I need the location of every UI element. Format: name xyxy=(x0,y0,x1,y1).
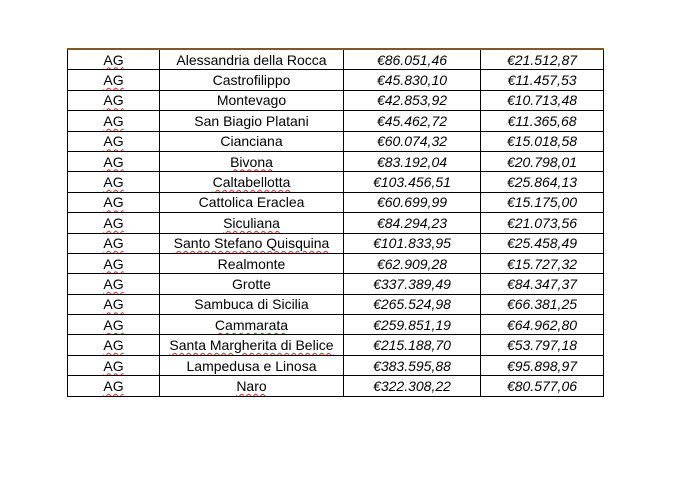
amount-2-cell xyxy=(481,355,604,375)
table-row xyxy=(68,315,604,335)
province-text: AG xyxy=(103,235,124,252)
province-cell xyxy=(68,131,160,151)
amount-1-cell xyxy=(344,315,481,335)
province-cell xyxy=(68,294,160,314)
comune-cell xyxy=(160,294,344,314)
amount-1-text: €84.294,23 xyxy=(376,214,448,231)
comune-text: Lampedusa e Linosa xyxy=(186,357,317,374)
amount-1-text: €383.595,88 xyxy=(373,357,451,374)
amount-1-text: €101.833,95 xyxy=(373,235,451,252)
amount-1-cell xyxy=(344,151,481,171)
province-text: AG xyxy=(103,92,124,109)
table-row xyxy=(68,213,604,233)
amount-2-text: €66.381,25 xyxy=(506,296,578,313)
comune-cell xyxy=(160,90,344,110)
comune-cell xyxy=(160,274,344,294)
comune-cell xyxy=(160,131,344,151)
table-body xyxy=(68,49,604,396)
amount-2-cell xyxy=(481,274,604,294)
amount-2-text: €25.458,49 xyxy=(506,235,578,252)
amount-2-cell xyxy=(481,49,604,70)
comune-text: Caltabellotta xyxy=(212,174,291,191)
province-text: AG xyxy=(103,72,124,89)
amount-2-text: €21.073,56 xyxy=(506,214,578,231)
table-row xyxy=(68,111,604,131)
province-cell xyxy=(68,70,160,90)
table-row xyxy=(68,274,604,294)
amount-1-text: €215.188,70 xyxy=(373,337,451,354)
amount-2-cell xyxy=(481,172,604,192)
amount-1-cell xyxy=(344,335,481,355)
comune-text: Cianciana xyxy=(220,133,283,150)
comune-text: Cattolica Eraclea xyxy=(198,194,305,211)
province-text: AG xyxy=(103,255,124,272)
amount-1-text: €86.051,46 xyxy=(376,51,448,68)
comune-text: Grotte xyxy=(232,275,271,292)
amount-2-cell xyxy=(481,90,604,110)
amount-2-cell xyxy=(481,294,604,314)
province-cell xyxy=(68,355,160,375)
amount-2-text: €21.512,87 xyxy=(506,51,578,68)
province-cell xyxy=(68,49,160,70)
table-row xyxy=(68,90,604,110)
amount-2-cell xyxy=(481,213,604,233)
comune-cell xyxy=(160,151,344,171)
province-text: AG xyxy=(103,275,124,292)
amount-2-text: €11.457,53 xyxy=(507,72,577,89)
amount-1-cell xyxy=(344,233,481,253)
province-cell xyxy=(68,253,160,273)
comune-text: Cammarata xyxy=(214,316,289,333)
comune-cell xyxy=(160,233,344,253)
province-cell xyxy=(68,111,160,131)
amount-1-cell xyxy=(344,253,481,273)
province-text: AG xyxy=(103,214,124,231)
amount-1-cell xyxy=(344,294,481,314)
comune-cell xyxy=(160,376,344,396)
province-text: AG xyxy=(103,51,124,68)
comune-cell xyxy=(160,213,344,233)
amount-2-text: €11.365,68 xyxy=(507,112,577,129)
amount-1-cell xyxy=(344,355,481,375)
amount-2-cell xyxy=(481,70,604,90)
province-text: AG xyxy=(103,174,124,191)
province-text: AG xyxy=(103,153,124,170)
comune-cell xyxy=(160,172,344,192)
table-row xyxy=(68,355,604,375)
table-row xyxy=(68,294,604,314)
amount-1-text: €83.192,04 xyxy=(376,153,448,170)
province-text: AG xyxy=(103,194,124,211)
amount-2-text: €15.175,00 xyxy=(506,194,578,211)
province-text: AG xyxy=(103,377,124,394)
province-text: AG xyxy=(103,357,124,374)
comune-text: Santo Stefano Quisquina xyxy=(173,235,330,252)
amount-2-cell xyxy=(481,233,604,253)
amount-2-text: €10.713,48 xyxy=(506,92,578,109)
amount-1-text: €103.456,51 xyxy=(373,174,451,191)
table-row xyxy=(68,70,604,90)
amount-2-text: €64.962,80 xyxy=(506,316,578,333)
province-text: AG xyxy=(103,337,124,354)
comune-cell xyxy=(160,111,344,131)
province-cell xyxy=(68,376,160,396)
amount-2-cell xyxy=(481,376,604,396)
province-cell xyxy=(68,172,160,192)
amount-2-text: €15.727,32 xyxy=(506,255,578,272)
comune-cell xyxy=(160,335,344,355)
amount-1-text: €45.462,72 xyxy=(376,112,448,129)
amount-1-cell xyxy=(344,131,481,151)
province-text: AG xyxy=(103,316,124,333)
amount-2-text: €53.797,18 xyxy=(506,337,578,354)
table-row xyxy=(68,253,604,273)
comune-text: San Biagio Platani xyxy=(194,112,309,129)
amount-2-cell xyxy=(481,192,604,212)
amount-2-text: €80.577,06 xyxy=(506,377,578,394)
comune-text: Naro xyxy=(236,377,267,394)
table-row xyxy=(68,151,604,171)
amount-2-cell xyxy=(481,111,604,131)
province-cell xyxy=(68,274,160,294)
amount-2-cell xyxy=(481,315,604,335)
comune-cell xyxy=(160,315,344,335)
amount-1-text: €322.308,22 xyxy=(373,377,451,394)
table-row xyxy=(68,376,604,396)
amount-1-text: €60.699,99 xyxy=(376,194,448,211)
comune-text: Santa Margherita di Belice xyxy=(169,337,334,354)
amount-2-cell xyxy=(481,151,604,171)
comune-text: Realmonte xyxy=(217,255,286,272)
amount-1-cell xyxy=(344,70,481,90)
amount-1-text: €259.851,19 xyxy=(373,316,451,333)
comune-cell xyxy=(160,355,344,375)
amount-1-text: €337.389,49 xyxy=(373,275,451,292)
amount-1-cell xyxy=(344,213,481,233)
amount-2-text: €95.898,97 xyxy=(506,357,578,374)
amount-1-cell xyxy=(344,111,481,131)
amount-1-text: €60.074,32 xyxy=(376,133,448,150)
municipality-amounts-table xyxy=(67,48,604,397)
comune-cell xyxy=(160,49,344,70)
amount-1-cell xyxy=(344,192,481,212)
province-cell xyxy=(68,213,160,233)
amount-1-cell xyxy=(344,49,481,70)
comune-text: Montevago xyxy=(216,92,287,109)
amount-2-cell xyxy=(481,131,604,151)
table-row xyxy=(68,335,604,355)
province-cell xyxy=(68,233,160,253)
amount-1-text: €62.909,28 xyxy=(376,255,448,272)
comune-text: Alessandria della Rocca xyxy=(176,51,327,68)
table-row xyxy=(68,172,604,192)
amount-2-text: €84.347,37 xyxy=(506,275,578,292)
comune-cell xyxy=(160,253,344,273)
amount-1-cell xyxy=(344,90,481,110)
table-row xyxy=(68,131,604,151)
table-row xyxy=(68,192,604,212)
province-cell xyxy=(68,192,160,212)
amount-1-text: €42.853,92 xyxy=(376,92,448,109)
province-cell xyxy=(68,151,160,171)
amount-1-text: €265.524,98 xyxy=(373,296,451,313)
comune-cell xyxy=(160,192,344,212)
province-cell xyxy=(68,315,160,335)
amount-1-cell xyxy=(344,172,481,192)
province-text: AG xyxy=(103,133,124,150)
province-cell xyxy=(68,335,160,355)
province-text: AG xyxy=(103,112,124,129)
comune-text: Sambuca di Sicilia xyxy=(194,296,309,313)
amount-2-text: €20.798,01 xyxy=(506,153,578,170)
amount-1-cell xyxy=(344,376,481,396)
comune-cell xyxy=(160,70,344,90)
province-cell xyxy=(68,90,160,110)
comune-text: Siculiana xyxy=(223,214,280,231)
table-row xyxy=(68,49,604,70)
amount-2-cell xyxy=(481,335,604,355)
amount-2-text: €25.864,13 xyxy=(506,174,578,191)
amount-1-text: €45.830,10 xyxy=(376,72,448,89)
amount-1-cell xyxy=(344,274,481,294)
comune-text: Bivona xyxy=(230,153,273,170)
amount-2-text: €15.018,58 xyxy=(506,133,578,150)
province-text: AG xyxy=(103,296,124,313)
amount-2-cell xyxy=(481,253,604,273)
comune-text: Castrofilippo xyxy=(212,72,291,89)
table-row xyxy=(68,233,604,253)
